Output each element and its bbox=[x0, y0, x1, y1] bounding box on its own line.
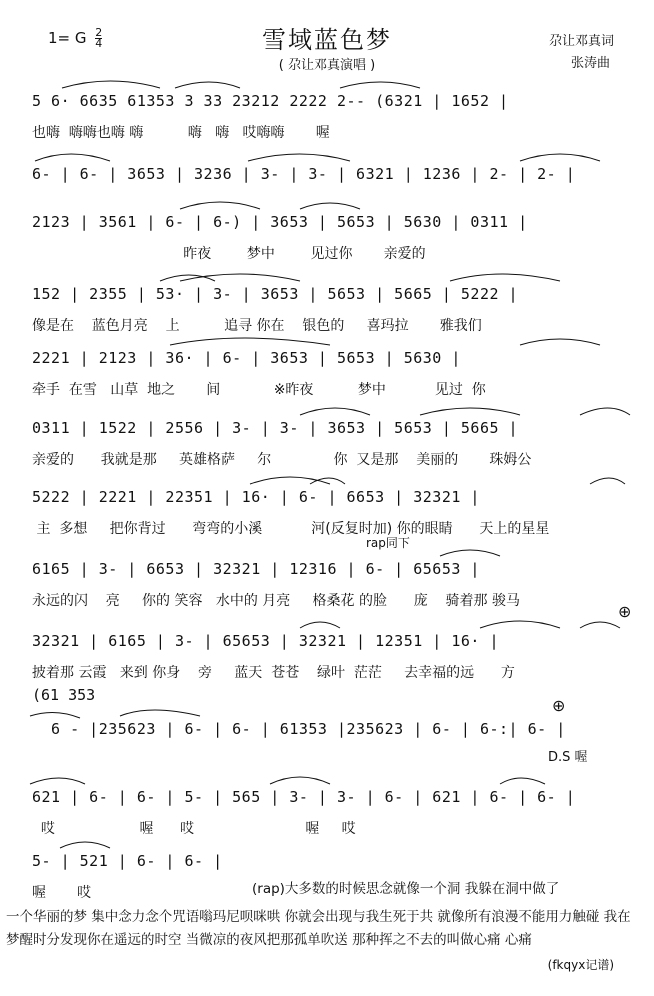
rap-lyrics: 一个华丽的梦 集中念力念个咒语嗡玛尼呗咪哄 你就会出现与我生死于共 就像所有浪漫不能用力触碰 我在梦醒时分发现你在遥远的时空 当微凉的夜风把那孤单吹送 那种挥之不去的叫做心痛 心痛 bbox=[6, 909, 631, 948]
notation-line: 32321 | 6165 | 3- | 65653 | 32321 | 12351 | 16· | bbox=[32, 632, 500, 650]
notation-line: 6165 | 3- | 6653 | 32321 | 12316 | 6- | 65653 | bbox=[32, 560, 480, 578]
coda-sign: ⊕ bbox=[618, 602, 632, 621]
lyric-line: 哎 喔 哎 喔 哎 bbox=[32, 821, 356, 837]
lyric-line: 像是在 蓝色月亮 上 追寻 你在 银色的 喜玛拉 雅我们 bbox=[32, 318, 482, 334]
lyricist: 尕让邓真词 bbox=[548, 34, 614, 49]
rap-first-line: (rap)大多数的时候思念就像一个洞 我躲在洞中做了 bbox=[252, 881, 560, 897]
lyric-line: 亲爱的 我就是那 英雄格萨 尔 你 又是那 美丽的 珠姆公 bbox=[32, 452, 532, 468]
lyric-line: 喔 哎 bbox=[32, 885, 92, 901]
time-signature: $\frac{2}{4}$ bbox=[95, 26, 103, 50]
notation-line: 6 - |235623 | 6- | 6- | 61353 |235623 | 6- | 6-:| 6- | bbox=[32, 720, 566, 738]
notation-line: 621 | 6- | 6- | 5- | 565 | 3- | 3- | 6- | 621 | 6- | 6- | bbox=[32, 788, 576, 806]
lyric-line: 主 多想 把你背过 弯弯的小溪 河(反复时加) 你的眼睛 天上的星星 bbox=[32, 521, 550, 537]
coda-sign: ⊕ bbox=[552, 696, 566, 715]
notation-line: 152 | 2355 | 53· | 3- | 3653 | 5653 | 5665 | 5222 | bbox=[32, 285, 519, 303]
performer: ( 尕让邓真演唱 ) bbox=[278, 58, 376, 73]
composer: 张涛曲 bbox=[570, 56, 610, 71]
lyric-line: 永远的闪 亮 你的 笑容 水中的 月亮 格桑花 的脸 庞 骑着那 骏马 bbox=[32, 593, 520, 609]
notation-line: 2221 | 2123 | 36· | 6- | 3653 | 5653 | 5630 | bbox=[32, 349, 461, 367]
rap-same-note: rap同下 bbox=[366, 536, 410, 550]
notation-line: 2123 | 3561 | 6- | 6-) | 3653 | 5653 | 5630 | 0311 | bbox=[32, 213, 528, 231]
lyric-line: 牵手 在雪 山草 地之 间 ※昨夜 梦中 见过 你 bbox=[32, 382, 486, 398]
notation-line: 5222 | 2221 | 22351 | 16· | 6- | 6653 | 32321 | bbox=[32, 488, 480, 506]
notation-line: 6- | 6- | 3653 | 3236 | 3- | 3- | 6321 | 1236 | 2- | 2- | bbox=[32, 165, 576, 183]
notation-line: 0311 | 1522 | 2556 | 3- | 3- | 3653 | 5653 | 5665 | bbox=[32, 419, 519, 437]
ds-marking: D.S 喔 bbox=[548, 750, 588, 765]
cue-notes: (61 353 bbox=[32, 686, 96, 704]
notation-line: 5- | 521 | 6- | 6- | bbox=[32, 852, 223, 870]
lyric-line: 披着那 云霞 来到 你身 旁 蓝天 苍苍 绿叶 茫茫 去幸福的远 方 bbox=[32, 665, 515, 681]
transcriber-credit: (fkqyx记谱) bbox=[547, 958, 614, 972]
notation-line: 5 6· 6635 61353 3 33 23212 2222 2-- (6321 | 1652 | bbox=[32, 92, 509, 110]
key-signature: 1= G $\frac{2}{4}$ bbox=[48, 26, 103, 50]
lyric-line: 昨夜 梦中 见过你 亲爱的 bbox=[32, 246, 426, 262]
song-title: 雪域蓝色梦 bbox=[262, 26, 392, 54]
lyric-line: 也嗨 嗨嗨也嗨 嗨 嗨 嗨 哎嗨嗨 喔 bbox=[32, 125, 330, 141]
